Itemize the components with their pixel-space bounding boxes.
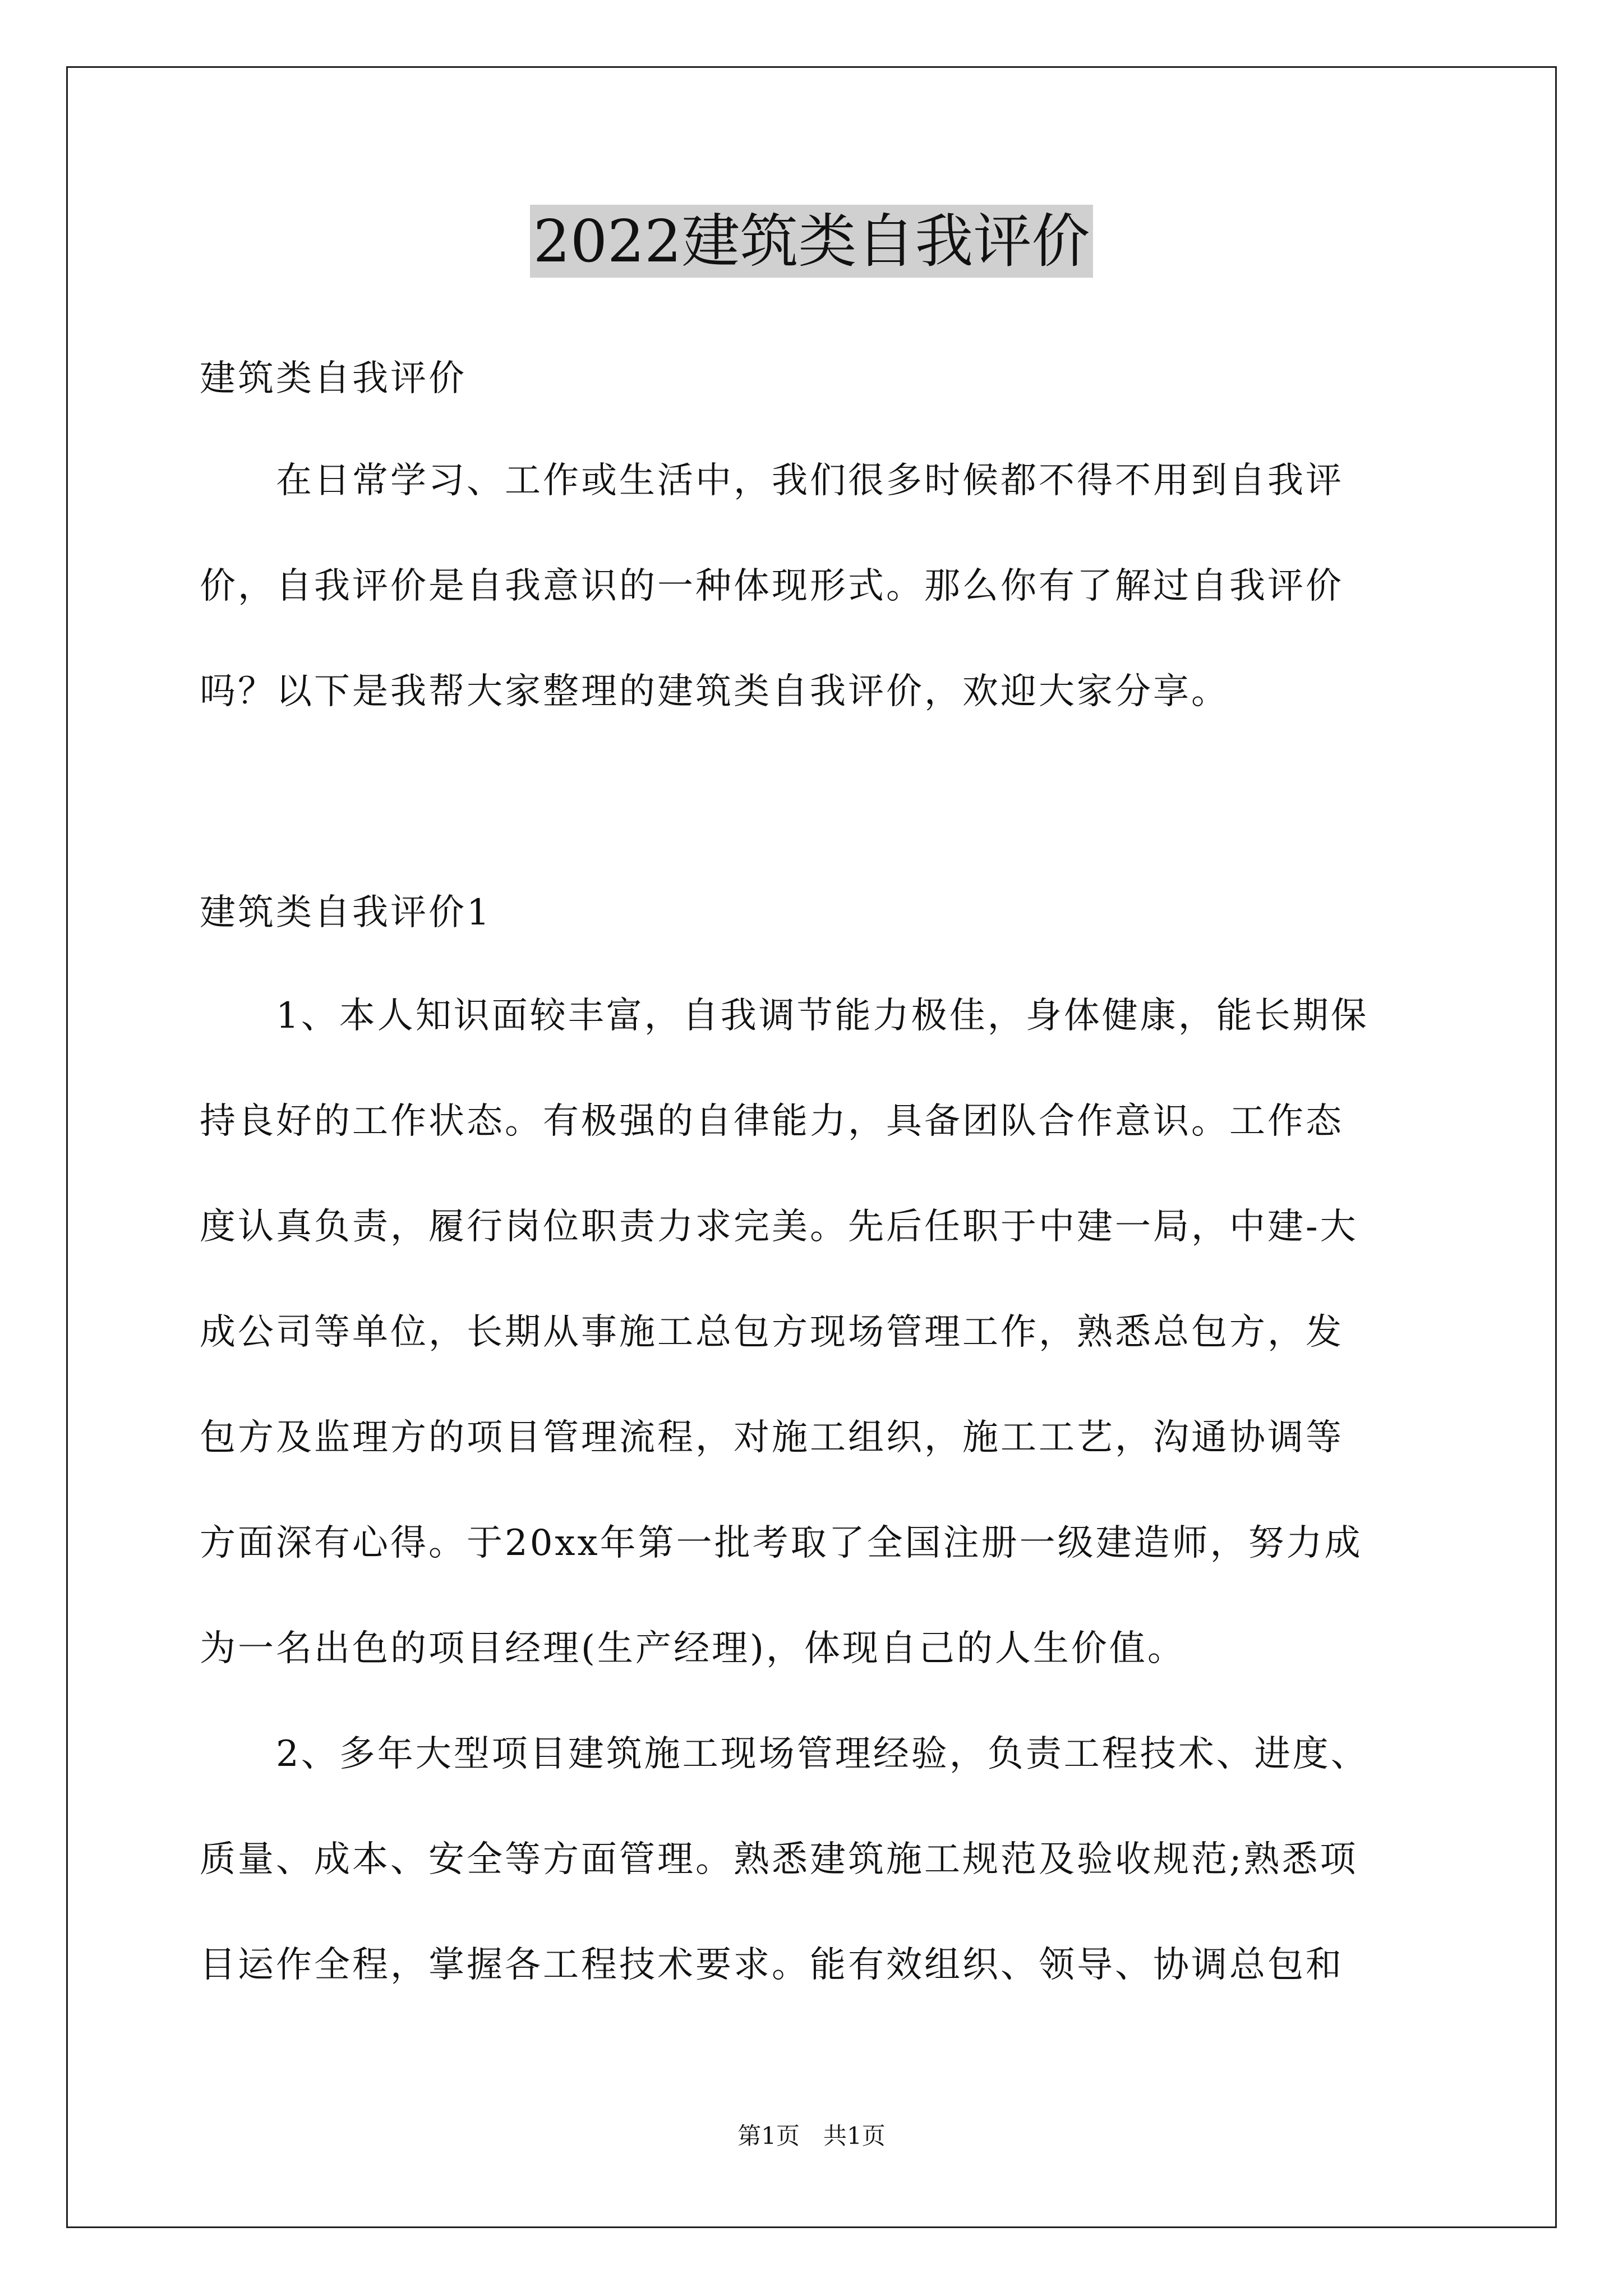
section-heading-1: 建筑类自我评价1 (200, 892, 492, 933)
paragraph-line: 目运作全程，掌握各工程技术要求。能有效组织、领导、协调总包和 (200, 1944, 1344, 1986)
paragraph-line: 成公司等单位，长期从事施工总包方现场管理工作，熟悉总包方，发 (200, 1312, 1344, 1353)
document-title-text: 2022建筑类自我评价 (530, 205, 1094, 278)
paragraph-line: 为一名出色的项目经理(生产经理)，体现自己的人生价值。 (200, 1628, 1186, 1669)
page-number-footer: 第1页 共1页 (737, 2122, 886, 2150)
paragraph-line: 1、本人知识面较丰富，自我调节能力极佳，身体健康，能长期保 (200, 995, 1369, 1037)
paragraph-line: 方面深有心得。于20xx年第一批考取了全国注册一级建造师，努力成 (200, 1522, 1363, 1564)
paragraph-line: 包方及监理方的项目管理流程，对施工组织，施工工艺，沟通协调等 (200, 1417, 1344, 1458)
paragraph-line: 2、多年大型项目建筑施工现场管理经验，负责工程技术、进度、 (200, 1733, 1369, 1775)
section-heading-intro: 建筑类自我评价 (200, 358, 467, 399)
paragraph-line: 度认真负责，履行岗位职责力求完美。先后任职于中建一局，中建-大 (200, 1206, 1358, 1248)
document-title (0, 202, 1623, 280)
paragraph-line: 在日常学习、工作或生活中，我们很多时候都不得不用到自我评 (200, 460, 1344, 501)
paragraph-line: 质量、成本、安全等方面管理。熟悉建筑施工规范及验收规范;熟悉项 (200, 1839, 1358, 1880)
paragraph-line: 持良好的工作状态。有极强的自律能力，具备团队合作意识。工作态 (200, 1101, 1344, 1142)
paragraph-line: 吗？以下是我帮大家整理的建筑类自我评价，欢迎大家分享。 (200, 671, 1229, 712)
paragraph-line: 价，自我评价是自我意识的一种体现形式。那么你有了解过自我评价 (200, 565, 1344, 607)
